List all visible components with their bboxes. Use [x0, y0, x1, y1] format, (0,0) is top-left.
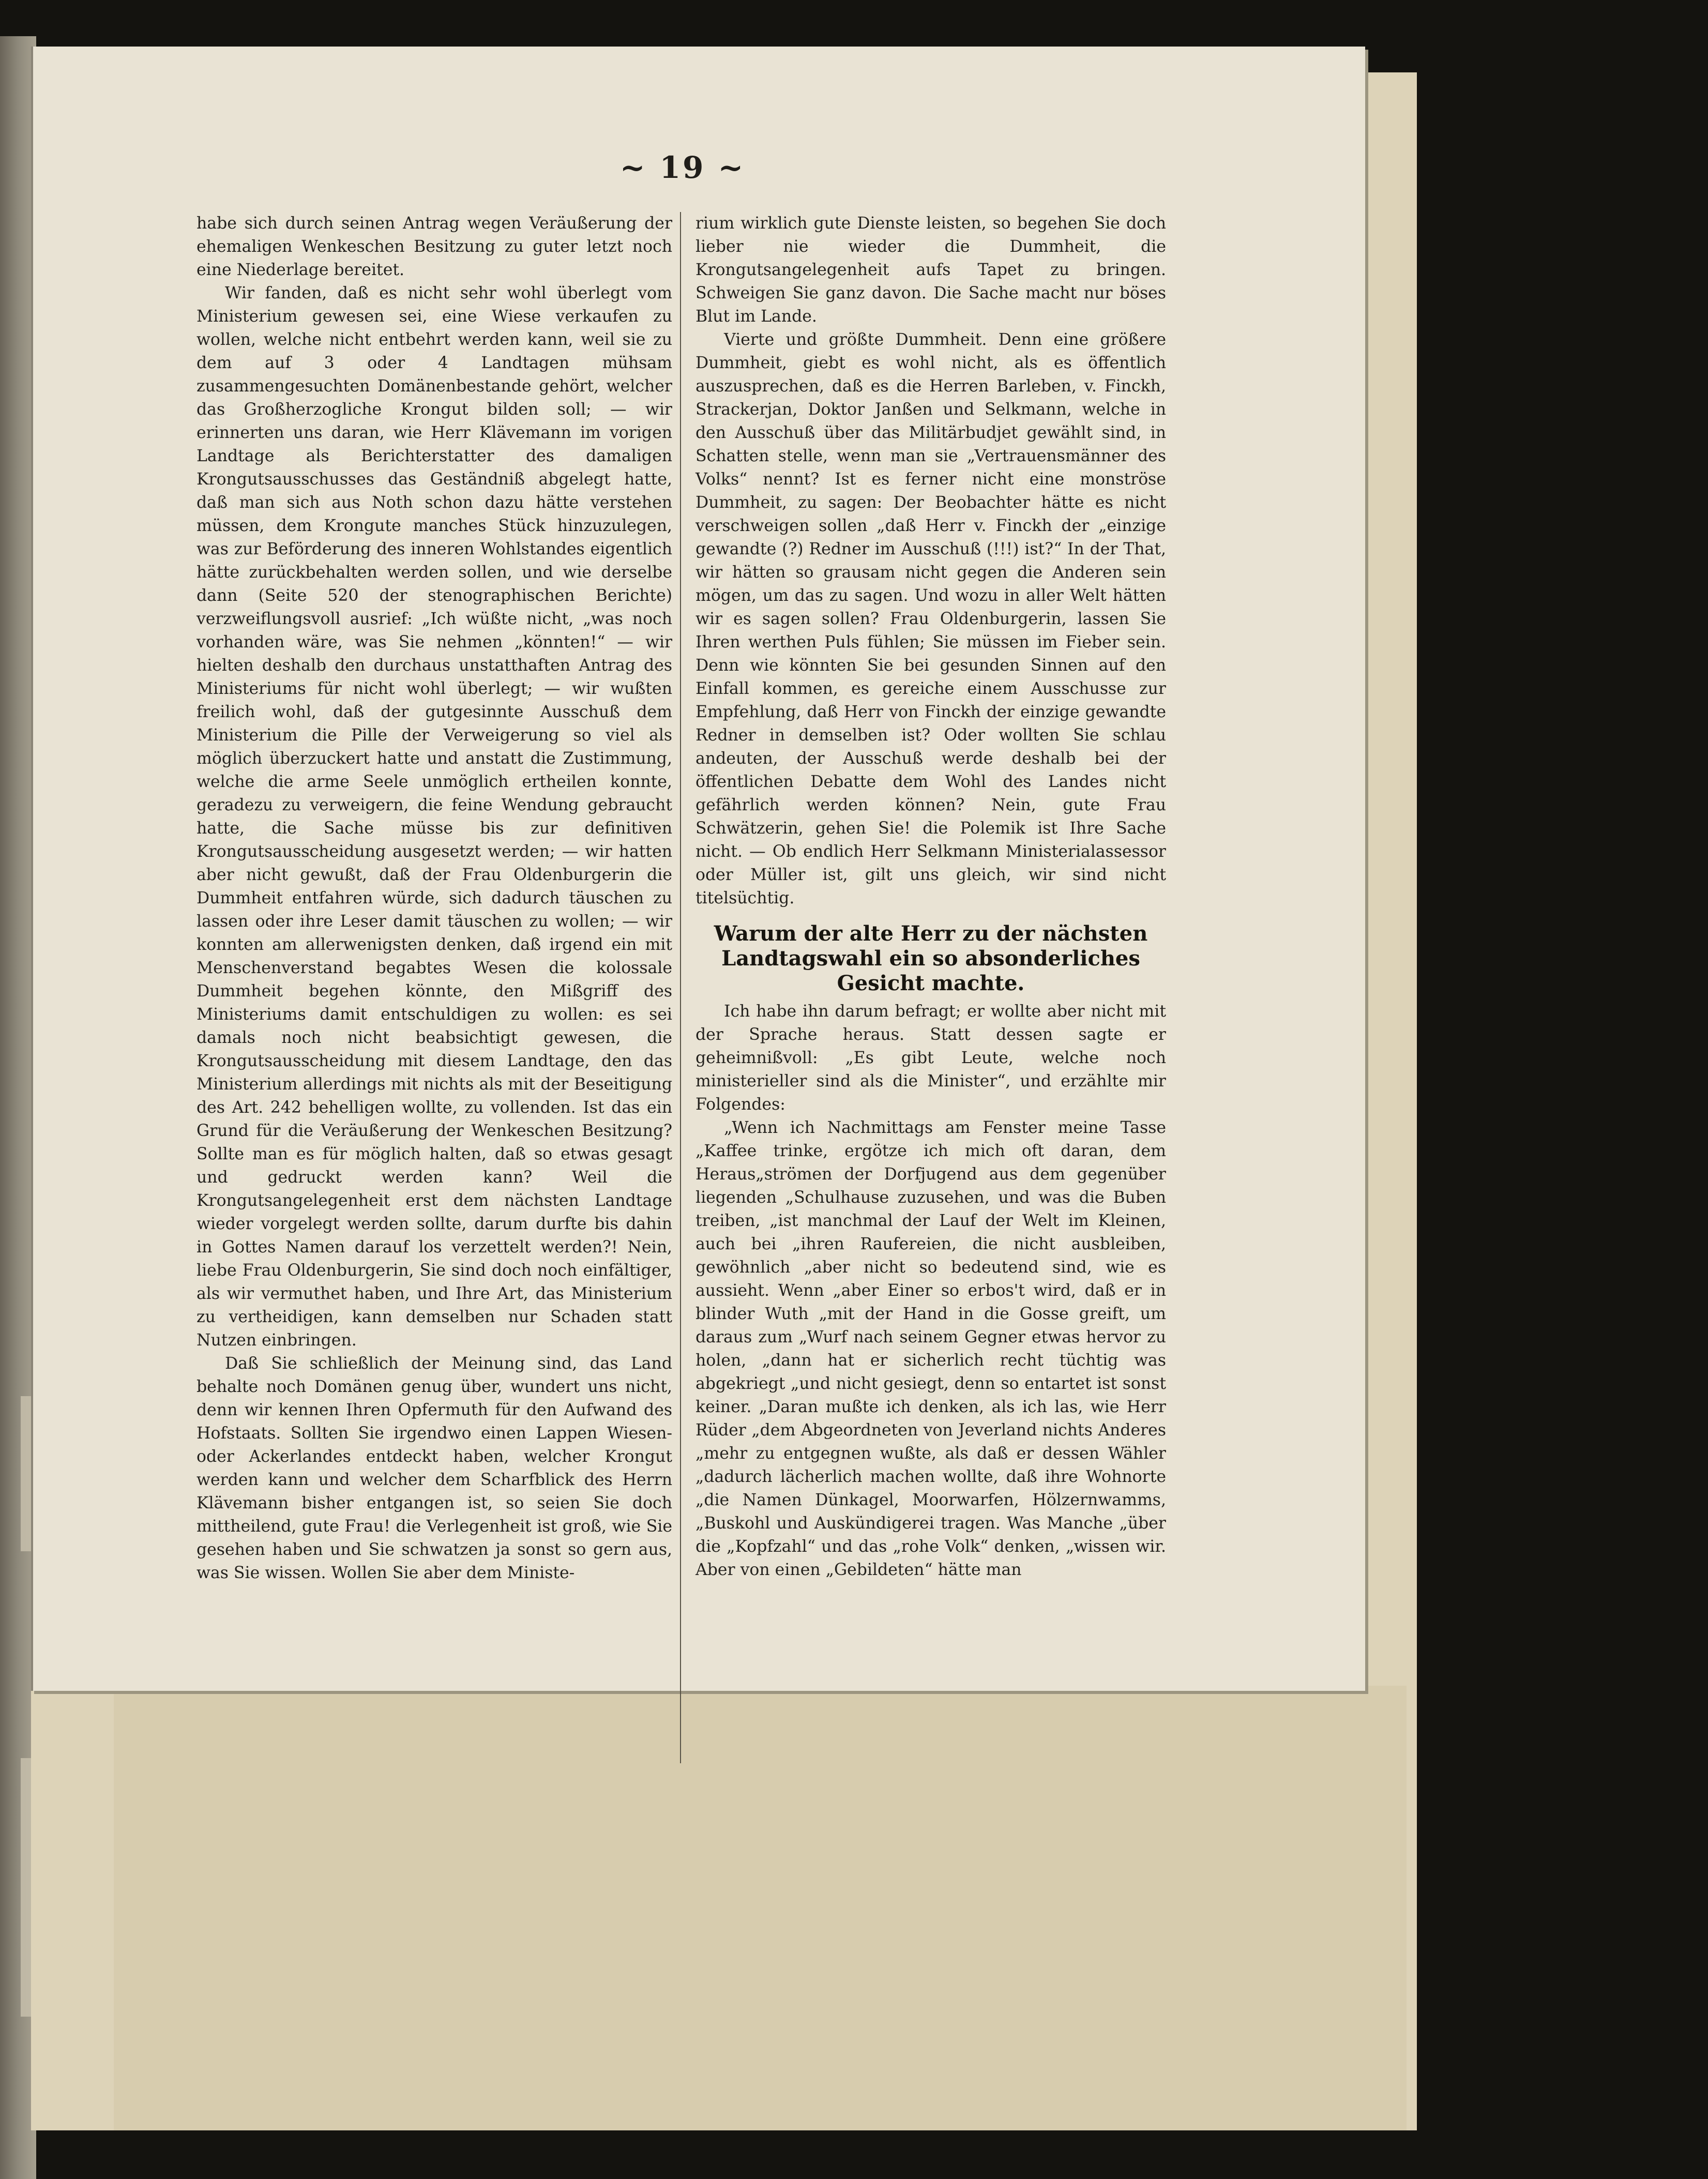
- page-header: [595, 150, 770, 191]
- paragraph: habe sich durch seinen Antrag wegen Veräußerung der ehemaligen Wenkeschen Besitzung zu guter letzt noch eine Niederlage bereitet.: [197, 214, 672, 279]
- section-title: Warum der alte Herr zu der nächsten Landtagswahl ein so absonderliches Gesicht machte.: [714, 921, 1148, 995]
- page-number: 19: [659, 150, 706, 185]
- page-gutter: [31, 47, 33, 1691]
- paragraph: Daß Sie schließlich der Meinung sind, das Land behalte noch Domänen genug über, wundert uns nicht, denn wir kennen Ihren Opfermuth für den Aufwand des Hofstaats. Sollten Sie irgendwo einen Lappen Wiesen- oder Ackerlandes entdeckt haben, welcher Krongut werden kann und welcher dem Scharfblick des Herrn Klävemann bisher entgangen ist, so seien Sie doch mittheilend, gute Frau! die Verlegenheit ist groß, wie Sie gesehen haben und Sie schwatzen ja sonst so gern aus, was Sie wissen. Wollen Sie aber dem Ministe-: [197, 1354, 672, 1582]
- ornament-left-icon: ~: [619, 150, 647, 185]
- left-column: [197, 212, 672, 1585]
- paragraph: Wir fanden, daß es nicht sehr wohl überlegt vom Ministerium gewesen sei, eine Wiese verkaufen zu wollen, welche nicht entbehrt werden kann, weil sie zu dem auf 3 oder 4 Landtagen mühsam zusammengesuchten Domänenbestande gehört, welcher das Großherzogliche Krongut bilden soll; — wir erinnerten uns daran, wie Herr Klävemann im vorigen Landtage als Berichterstatter des damaligen Krongutsausschusses das Geständniß abgelegt hatte, daß man sich aus Noth schon dazu hätte verstehen müssen, dem Krongute manches Stück hinzuzulegen, was zur Beförderung des inneren Wohlstandes eigentlich hätte zurückbehalten werden sollen, und wie derselbe dann (Seite 520 der stenographischen Berichte) verzweiflungsvoll ausrief: „Ich wüßte nicht, „was noch vorhanden wäre, was Sie nehmen „könnten!“ — wir hielten deshalb den durchaus unstatthaften Antrag des Ministeriums für nicht wohl überlegt; — wir wußten freilich wohl, daß der gutgesinnte Ausschuß dem Ministerium die Pille der Verweigerung so viel als möglich überzuckert hatte und anstatt die Zustimmung, welche die arme Seele unmöglich ertheilen konnte, geradezu zu verweigern, die feine Wendung gebraucht hatte, die Sache müsse bis zur definitiven Krongutsausscheidung ausgesetzt werden; — wir hatten aber nicht gewußt, daß der Frau Oldenburgerin die Dummheit entfahren würde, sich dadurch täuschen zu lassen oder ihre Leser damit täuschen zu wollen; — wir konnten am allerwenigsten denken, daß irgend ein mit Menschenverstand begabtes Wesen die kolossale Dummheit begehen könnte, den Mißgriff des Ministeriums damit entschuldigen zu wollen: es sei damals noch nicht beabsichtigt gewesen, die Krongutsausscheidung mit diesem Landtage, den das Ministerium allerdings mit nichts als mit der Beseitigung des Art. 242 behelligen wollte, zu vollenden. Ist das ein Grund für die Veräußerung der Wenkeschen Besitzung? Sollte man es für möglich halten, daß so etwas gesagt und gedruckt werden kann? Weil die Krongutsangelegenheit erst dem nächsten Landtage wieder vorgelegt werden sollte, darum durfte bis dahin in Gottes Namen darauf los verzettelt werden?! Nein, liebe Frau Oldenburgerin, Sie sind doch noch einfältiger, als wir vermuthet haben, und Ihre Art, das Ministerium zu vertheidigen, kann demselben nur Schaden statt Nutzen einbringen.: [197, 284, 672, 1350]
- ornament-right-icon: ~: [718, 150, 746, 185]
- right-column: [696, 212, 1166, 1582]
- paragraph: „Wenn ich Nachmittags am Fenster meine Tasse „Kaffee trinke, ergötze ich mich oft daran, dem Heraus„strömen der Dorfjugend aus dem gegenüber liegenden „Schulhause zuzusehen, und was die Buben treiben, „ist manchmal der Lauf der Welt im Kleinen, auch bei „ihren Raufereien, die nicht ausbleiben, gewöhnlich „aber nicht so bedeutend sind, wie es aussieht. Wenn „aber Einer so erbos't wird, daß er in blinder Wuth „mit der Hand in die Gosse greift, um daraus zum „Wurf nach seinem Gegner etwas hervor zu holen, „dann hat er sicherlich recht tüchtig was abgekriegt „und nicht gesiegt, denn so entartet ist sonst keiner. „Daran mußte ich denken, als ich las, wie Herr Rüder „dem Abgeordneten von Jeverland nichts Anderes „mehr zu entgegnen wußte, als daß er dessen Wähler „dadurch lächerlich machen wollte, daß ihre Wohnorte „die Namen Dünkagel, Moorwarfen, Hölzernwamms, „Buskohl und Auskündigerei tragen. Was Manche „über die „Kopfzahl“ und das „rohe Volk“ denken, „wissen wir. Aber von einen „Gebildeten“ hätte man: [696, 1118, 1166, 1579]
- paragraph: Ich habe ihn darum befragt; er wollte aber nicht mit der Sprache heraus. Statt dessen sagte er geheimnißvoll: „Es gibt Leute, welche noch ministerieller sind als die Minister“, und erzählte mir Folgendes:: [696, 1002, 1166, 1114]
- underlying-page-lower: [114, 1686, 1407, 2130]
- paragraph: rium wirklich gute Dienste leisten, so begehen Sie doch lieber nie wieder die Dummheit, die Krongutsangelegenheit aufs Tapet zu bringen. Schweigen Sie ganz davon. Die Sache macht nur böses Blut im Lande.: [696, 214, 1166, 326]
- column-divider: [680, 212, 681, 1763]
- paragraph: Vierte und größte Dummheit. Denn eine größere Dummheit, giebt es wohl nicht, als es öffentlich auszusprechen, daß es die Herren Barleben, v. Finckh, Strackerjan, Doktor Janßen und Selkmann, welche in den Ausschuß über das Militärbudjet gewählt sind, in Schatten stelle, wenn man sie „Vertrauensmänner des Volks“ nennt? Ist es ferner nicht eine monströse Dummheit, zu sagen: Der Beobachter hätte es nicht verschweigen sollen „daß Herr v. Finckh der „einzige gewandte (?) Redner im Ausschuß (!!!) ist?“ In der That, wir hätten so grausam nicht gegen die Anderen sein mögen, um das zu sagen. Und wozu in aller Welt hätten wir es sagen sollen? Frau Oldenburgerin, lassen Sie Ihren werthen Puls fühlen; Sie müssen im Fieber sein. Denn wie könnten Sie bei gesunden Sinnen auf den Einfall kommen, es gereiche einem Ausschusse zur Empfehlung, daß Herr von Finckh der einzige gewandte Redner in demselben ist? Oder wollten Sie schlau andeuten, der Ausschuß werde deshalb bei der öffentlichen Debatte dem Wohl des Landes nicht gefährlich werden können? Nein, gute Frau Schwätzerin, gehen Sie! die Polemik ist Ihre Sache nicht. — Ob endlich Herr Selkmann Ministerialassessor oder Müller ist, gilt uns gleich, wir sind nicht titelsüchtig.: [696, 330, 1166, 907]
